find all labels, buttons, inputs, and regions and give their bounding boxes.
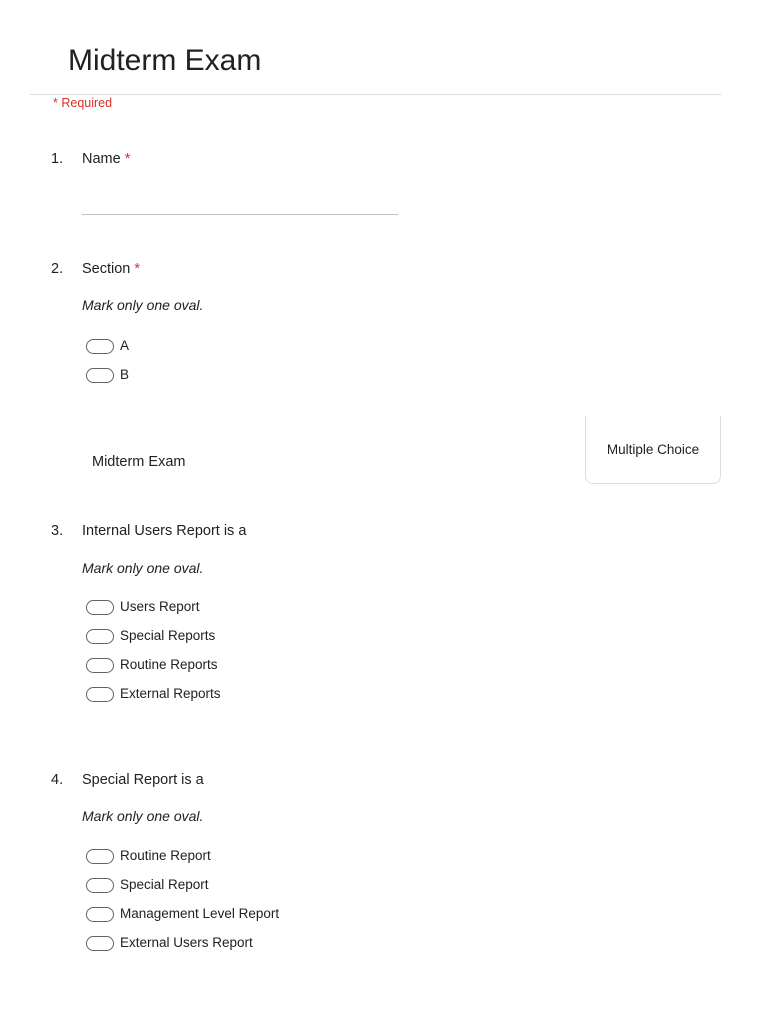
question-2-text: Section [82,261,131,277]
required-note: * Required [53,96,113,110]
question-1-text: Name [82,151,121,167]
question-1-required-mark: * [124,151,131,167]
section-label: Multiple Choice [606,441,700,457]
question-4-option[interactable] [86,847,211,865]
oval-radio[interactable] [86,368,114,383]
section-label-box [585,416,721,484]
question-3-option[interactable] [86,598,200,616]
question-2-number: 2. [51,261,64,277]
question-3-text: Internal Users Report is a [82,523,247,539]
option-label: B [120,367,130,382]
question-3-option[interactable] [86,656,218,674]
oval-radio[interactable] [86,936,114,951]
option-label: Routine Report [120,848,211,863]
question-2-required-mark: * [134,261,141,277]
option-label: External Users Report [120,935,253,950]
option-label: Special Report [120,877,209,892]
question-3-hint: Mark only one oval. [82,560,204,576]
question-1-title [82,149,130,169]
option-label: Routine Reports [120,657,218,672]
oval-radio[interactable] [86,907,114,922]
option-label: Special Reports [120,628,216,643]
question-2-option[interactable] [86,337,129,355]
question-1-number: 1. [51,151,64,167]
oval-radio[interactable] [86,339,114,354]
oval-radio[interactable] [86,629,114,644]
name-answer-line[interactable] [82,214,398,215]
oval-radio[interactable] [86,878,114,893]
question-2-hint: Mark only one oval. [82,297,204,313]
title-divider [30,94,721,95]
option-label: External Reports [120,686,221,701]
question-4-hint: Mark only one oval. [82,808,204,824]
form-title: Midterm Exam [68,44,262,77]
oval-radio[interactable] [86,687,114,702]
option-label: Management Level Report [120,906,280,921]
question-2-option[interactable] [86,366,129,384]
question-3-number: 3. [51,523,64,539]
question-3-option[interactable] [86,627,215,645]
question-4-number: 4. [51,772,64,788]
question-4-option[interactable] [86,905,279,923]
question-4-text: Special Report is a [82,772,204,788]
question-4-option[interactable] [86,934,253,952]
option-label: Users Report [120,599,200,614]
oval-radio[interactable] [86,658,114,673]
option-label: A [120,338,130,353]
question-3-option[interactable] [86,685,221,703]
question-2-title [82,259,140,279]
oval-radio[interactable] [86,600,114,615]
question-4-option[interactable] [86,876,209,894]
section-title: Midterm Exam [92,454,186,470]
oval-radio[interactable] [86,849,114,864]
